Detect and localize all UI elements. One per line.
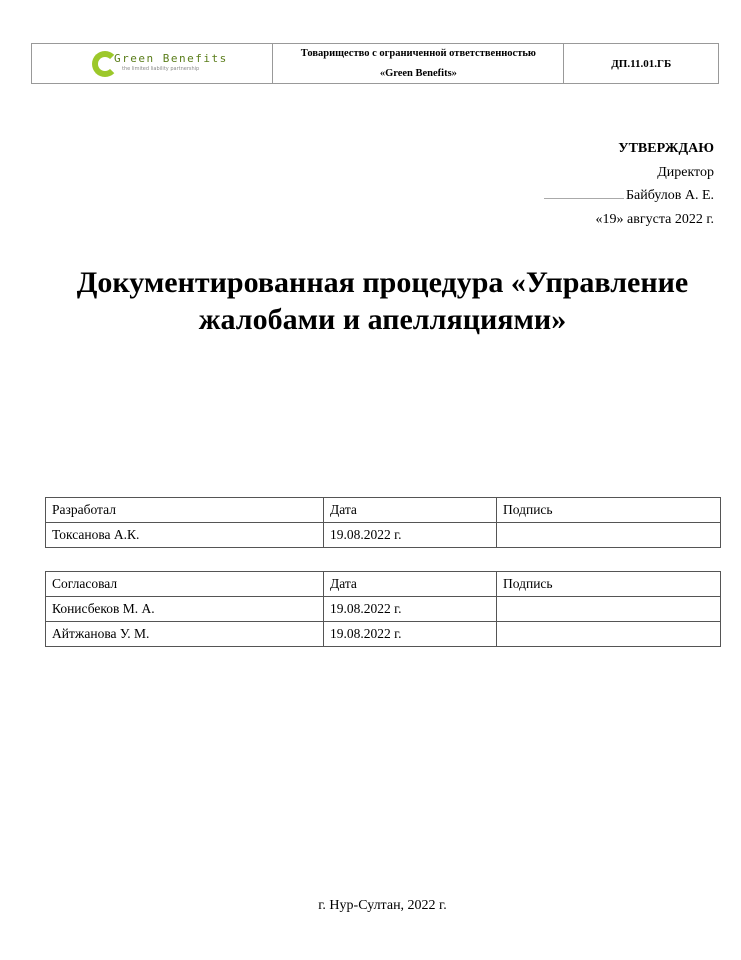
header-cell: Дата	[324, 498, 497, 523]
org-line2: «Green Benefits»	[379, 67, 457, 79]
date-cell: 19.08.2022 г.	[324, 597, 497, 622]
header-table	[31, 43, 719, 84]
logo-subtext: the limited liability partnership	[122, 66, 200, 72]
header-cell: Подпись	[497, 498, 721, 523]
table-header-row	[46, 498, 721, 523]
logo-text: Green Benefits	[114, 52, 228, 65]
approver-name: Байбулов А. Е.	[626, 188, 714, 203]
approval-block	[544, 137, 714, 231]
org-name-cell	[273, 44, 564, 83]
table-row	[46, 622, 721, 647]
signature-cell	[497, 597, 721, 622]
header-cell: Разработал	[46, 498, 324, 523]
table-row	[46, 523, 721, 548]
name-cell: Токсанова А.К.	[46, 523, 324, 548]
green-benefits-logo	[92, 49, 232, 81]
approval-date: «19» августа 2022 г.	[595, 211, 714, 227]
approver-position: Директор	[657, 164, 714, 180]
table-header-row	[46, 572, 721, 597]
header-cell: Дата	[324, 572, 497, 597]
name-cell: Айтжанова У. М.	[46, 622, 324, 647]
signature-cell	[497, 622, 721, 647]
date-cell: 19.08.2022 г.	[324, 523, 497, 548]
document-title	[30, 264, 735, 338]
logo-cell	[32, 44, 273, 83]
header-cell: Подпись	[497, 572, 721, 597]
org-line1: Товарищество с ограниченной ответственностью	[300, 47, 536, 59]
title-line2: жалобами и апелляциями»	[198, 303, 567, 336]
agreed-by-table	[45, 571, 721, 647]
footer-place-year: г. Нур-Султан, 2022 г.	[318, 898, 447, 913]
signature-line	[544, 198, 624, 199]
header-cell: Согласовал	[46, 572, 324, 597]
doc-code: ДП.11.01.ГБ	[611, 57, 672, 70]
date-cell: 19.08.2022 г.	[324, 622, 497, 647]
approval-heading: УТВЕРЖДАЮ	[618, 141, 714, 156]
signature-cell	[497, 523, 721, 548]
name-cell: Конисбеков М. А.	[46, 597, 324, 622]
table-row	[46, 597, 721, 622]
title-line1: Документированная процедура «Управление	[76, 266, 689, 299]
developed-by-table	[45, 497, 721, 548]
